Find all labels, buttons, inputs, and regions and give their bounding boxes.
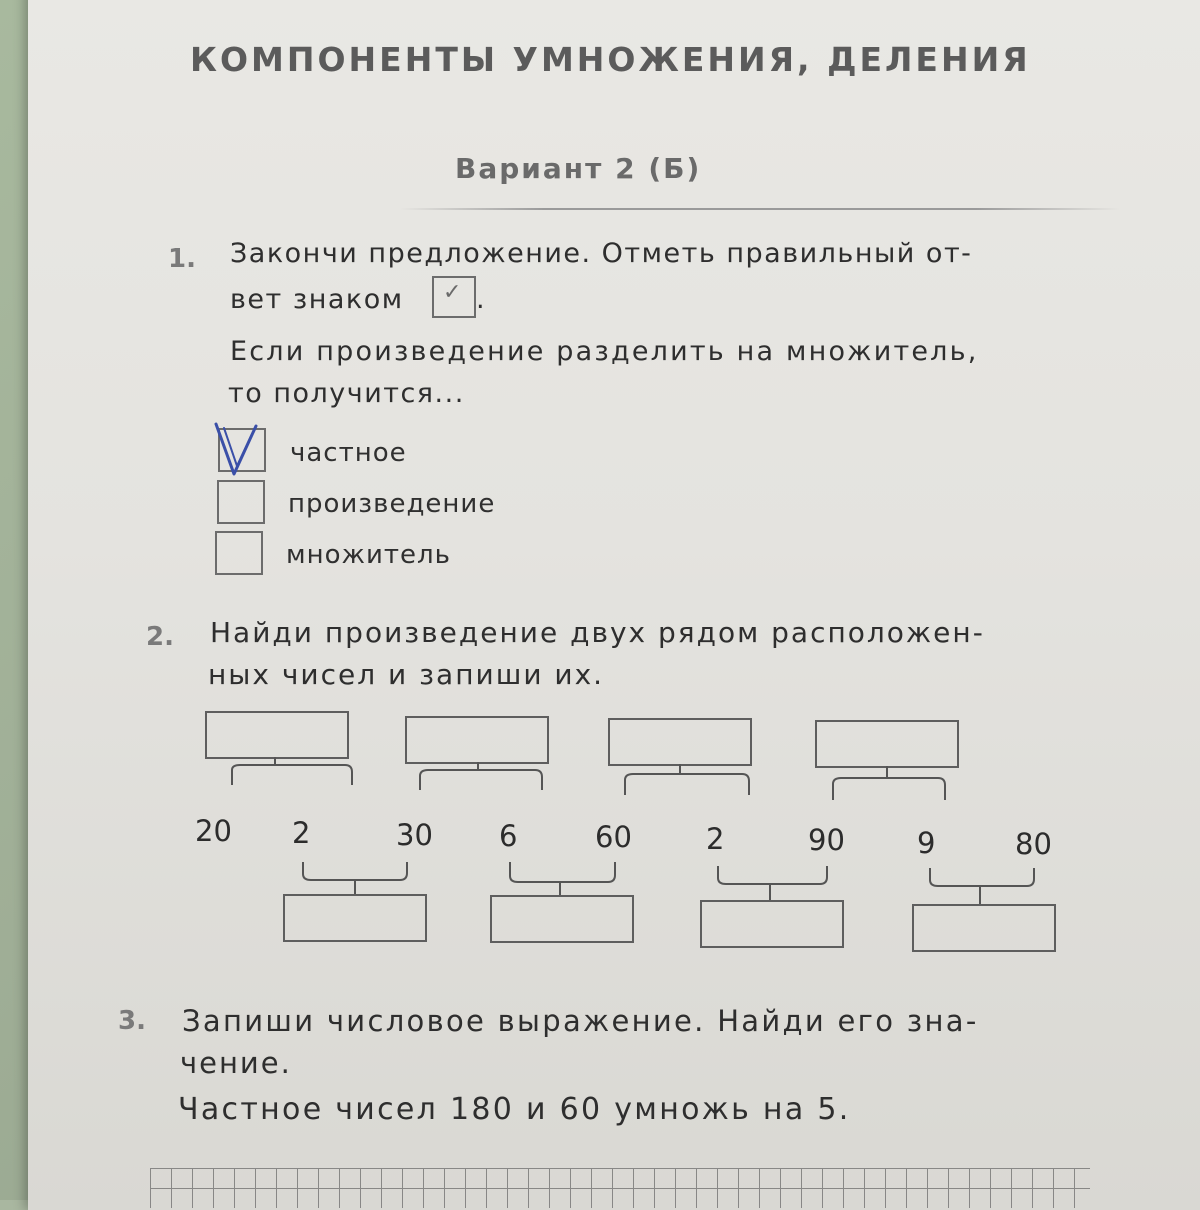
task1-instruction-line2: вет знаком: [230, 284, 404, 315]
number-1: 20: [195, 814, 232, 848]
task3-instruction-line2: чение.: [180, 1046, 292, 1080]
task2-instruction-line2: ных чисел и запиши их.: [208, 658, 605, 691]
number-8: 9: [917, 826, 936, 860]
task1-question-line2: то получится...: [228, 378, 465, 409]
number-9: 80: [1015, 827, 1052, 861]
task3-number: 3.: [118, 1006, 146, 1036]
task3-instruction-line1: Запиши числовое выражение. Найди его зна-: [182, 1004, 979, 1038]
option-label-proizvedenie: произведение: [288, 489, 496, 519]
task1-number: 1.: [168, 244, 196, 274]
variant-label: Вариант 2 (Б): [455, 152, 702, 185]
task1-instruction-line1: Закончи предложение. Отметь правильный от-: [230, 238, 973, 269]
answer-grid[interactable]: [150, 1168, 1090, 1208]
task1-question-line1: Если произведение разделить на множитель,: [230, 336, 979, 367]
worksheet-title: КОМПОНЕНТЫ УМНОЖЕНИЯ, ДЕЛЕНИЯ: [190, 40, 1031, 79]
number-7: 90: [808, 823, 845, 857]
check-mark-icon: ✓: [443, 280, 462, 305]
number-5: 60: [595, 820, 632, 854]
task2-instruction-line1: Найди произведение двух рядом расположен-: [210, 616, 985, 649]
option-label-chastnoe: частное: [290, 438, 407, 468]
number-2: 2: [292, 816, 311, 850]
task1-instruction-period: .: [476, 284, 487, 315]
number-6: 2: [706, 822, 725, 856]
task3-expression-text: Частное чисел 180 и 60 умножь на 5.: [178, 1092, 851, 1127]
option-label-mnozhitel: множитель: [286, 540, 451, 570]
number-4: 6: [499, 819, 518, 853]
number-3: 30: [396, 818, 433, 852]
task2-number: 2.: [146, 622, 174, 652]
